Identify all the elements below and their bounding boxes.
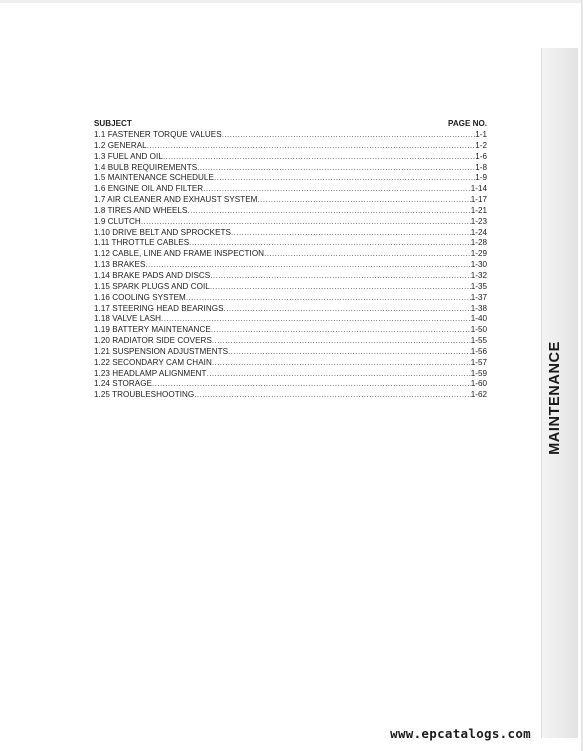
toc-entry-title: 1.13 BRAKES: [94, 260, 146, 270]
toc-dot-leader: [210, 282, 471, 293]
toc-dot-leader: [189, 238, 471, 249]
toc-entry-page-number: 1-6: [475, 151, 487, 161]
toc-entry-title: 1.19 BATTERY MAINTENANCE: [94, 325, 211, 335]
toc-entry-page-number: 1-29: [470, 249, 487, 259]
toc-entry[interactable]: [94, 238, 487, 249]
toc-entry-title: 1.12 CABLE, LINE AND FRAME INSPECTION: [94, 249, 265, 259]
toc-entry-page-number: 1-28: [470, 238, 487, 248]
toc-entry-page-number: 1-23: [470, 216, 487, 226]
toc-dot-leader: [194, 390, 471, 401]
toc-entry-title: 1.1 FASTENER TORQUE VALUES: [94, 130, 222, 139]
toc-entry-title: 1.8 TIRES AND WHEELS: [94, 205, 188, 215]
toc-entry-page-number: 1-56: [470, 346, 487, 356]
toc-entry[interactable]: [94, 249, 487, 260]
toc-dot-leader: [186, 293, 471, 304]
toc-entry-title: 1.23 HEADLAMP ALIGNMENT: [94, 368, 207, 378]
toc-entry-title: 1.14 BRAKE PADS AND DISCS: [94, 270, 211, 280]
table-of-contents: [94, 118, 487, 401]
scan-edge-top: [0, 0, 583, 3]
toc-dot-leader: [207, 369, 471, 380]
toc-entry[interactable]: [94, 152, 487, 163]
toc-entry[interactable]: [94, 336, 487, 347]
toc-entry[interactable]: [94, 184, 487, 195]
toc-dot-leader: [161, 314, 471, 325]
toc-entry-page-number: 1-35: [470, 281, 487, 291]
toc-entry[interactable]: [94, 173, 487, 184]
toc-entry-page-number: 1-38: [470, 303, 487, 313]
toc-dot-leader: [211, 325, 471, 336]
toc-dot-leader: [224, 304, 471, 315]
toc-dot-leader: [203, 184, 471, 195]
toc-dot-leader: [147, 141, 476, 152]
toc-entry-page-number: 1-17: [470, 195, 487, 205]
toc-entry[interactable]: [94, 163, 487, 174]
toc-dot-leader: [214, 173, 475, 184]
toc-entry-title: 1.11 THROTTLE CABLES: [94, 238, 190, 248]
toc-entry-page-number: 1-37: [470, 292, 487, 302]
toc-dot-leader: [228, 347, 471, 358]
toc-dot-leader: [222, 130, 476, 141]
toc-entry[interactable]: [94, 195, 487, 206]
toc-entry-page-number: 1-21: [470, 205, 487, 215]
toc-entry-title: 1.21 SUSPENSION ADJUSTMENTS: [94, 346, 229, 356]
toc-dot-leader: [212, 336, 471, 347]
toc-entry-title: 1.6 ENGINE OIL AND FILTER: [94, 184, 204, 194]
toc-entry-title: 1.4 BULB REQUIREMENTS: [94, 162, 198, 172]
toc-dot-leader: [188, 206, 471, 217]
toc-entry-page-number: 1-30: [470, 260, 487, 270]
toc-entry[interactable]: [94, 390, 487, 401]
toc-entry-page-number: 1-55: [470, 336, 487, 346]
toc-entry-page-number: 1-59: [470, 368, 487, 378]
toc-entry-title: 1.2 GENERAL: [94, 140, 147, 150]
toc-entry-title: 1.10 DRIVE BELT AND SPROCKETS: [94, 227, 231, 237]
toc-entry-page-number: 1-9: [475, 173, 487, 183]
toc-entry-page-number: 1-62: [470, 390, 487, 400]
toc-dot-leader: [212, 358, 471, 369]
toc-dot-leader: [152, 379, 471, 390]
toc-entry-title: 1.22 SECONDARY CAM CHAIN: [94, 357, 212, 367]
toc-entry[interactable]: [94, 369, 487, 380]
toc-entry-page-number: 1-14: [470, 184, 487, 194]
toc-dot-leader: [231, 228, 471, 239]
toc-entry[interactable]: [94, 293, 487, 304]
toc-entry-page-number: 1-40: [470, 314, 487, 324]
subject-column-header: SUBJECT: [94, 119, 132, 128]
toc-entry[interactable]: [94, 282, 487, 293]
toc-entry-page-number: 1-2: [475, 140, 487, 150]
toc-dot-leader: [145, 260, 470, 271]
toc-entry[interactable]: [94, 228, 487, 239]
toc-entry-title: 1.25 TROUBLESHOOTING: [94, 390, 195, 400]
toc-entry[interactable]: [94, 347, 487, 358]
toc-entry-title: 1.20 RADIATOR SIDE COVERS: [94, 336, 212, 346]
toc-entry-title: 1.15 SPARK PLUGS AND COIL: [94, 281, 210, 291]
toc-entry[interactable]: [94, 130, 487, 141]
toc-entry[interactable]: [94, 141, 487, 152]
toc-entry-title: 1.18 VALVE LASH: [94, 314, 162, 324]
toc-entry-page-number: 1-57: [470, 357, 487, 367]
toc-entry[interactable]: [94, 217, 487, 228]
toc-entry[interactable]: [94, 260, 487, 271]
toc-entry[interactable]: [94, 379, 487, 390]
toc-entries: [94, 130, 487, 401]
toc-entry[interactable]: [94, 206, 487, 217]
page-number-column-header: PAGE NO.: [448, 119, 487, 128]
toc-entry-page-number: 1-32: [470, 270, 487, 280]
toc-entry-page-number: 1-1: [475, 130, 487, 139]
toc-entry-page-number: 1-50: [470, 325, 487, 335]
toc-entry-title: 1.3 FUEL AND OIL: [94, 151, 163, 161]
section-side-tab-label: MAINTENANCE: [547, 341, 563, 455]
toc-dot-leader: [210, 271, 471, 282]
toc-entry-page-number: 1-24: [470, 227, 487, 237]
toc-entry[interactable]: [94, 314, 487, 325]
watermark-url: www.epcatalogs.com: [390, 726, 531, 741]
toc-entry-title: 1.24 STORAGE: [94, 379, 153, 389]
toc-dot-leader: [264, 249, 471, 260]
toc-dot-leader: [197, 163, 475, 174]
toc-entry-page-number: 1-60: [470, 379, 487, 389]
toc-entry-page-number: 1-8: [475, 162, 487, 172]
toc-dot-leader: [257, 195, 470, 206]
toc-entry[interactable]: [94, 358, 487, 369]
toc-header: [94, 118, 487, 129]
toc-dot-leader: [141, 217, 471, 228]
toc-entry[interactable]: [94, 304, 487, 315]
toc-entry-title: 1.16 COOLING SYSTEM: [94, 292, 186, 302]
toc-entry-title: 1.7 AIR CLEANER AND EXHAUST SYSTEM: [94, 195, 258, 205]
toc-entry[interactable]: [94, 325, 487, 336]
toc-dot-leader: [163, 152, 475, 163]
toc-entry-title: 1.5 MAINTENANCE SCHEDULE: [94, 173, 214, 183]
toc-entry-title: 1.17 STEERING HEAD BEARINGS: [94, 303, 224, 313]
toc-entry[interactable]: [94, 271, 487, 282]
toc-entry-title: 1.9 CLUTCH: [94, 216, 141, 226]
